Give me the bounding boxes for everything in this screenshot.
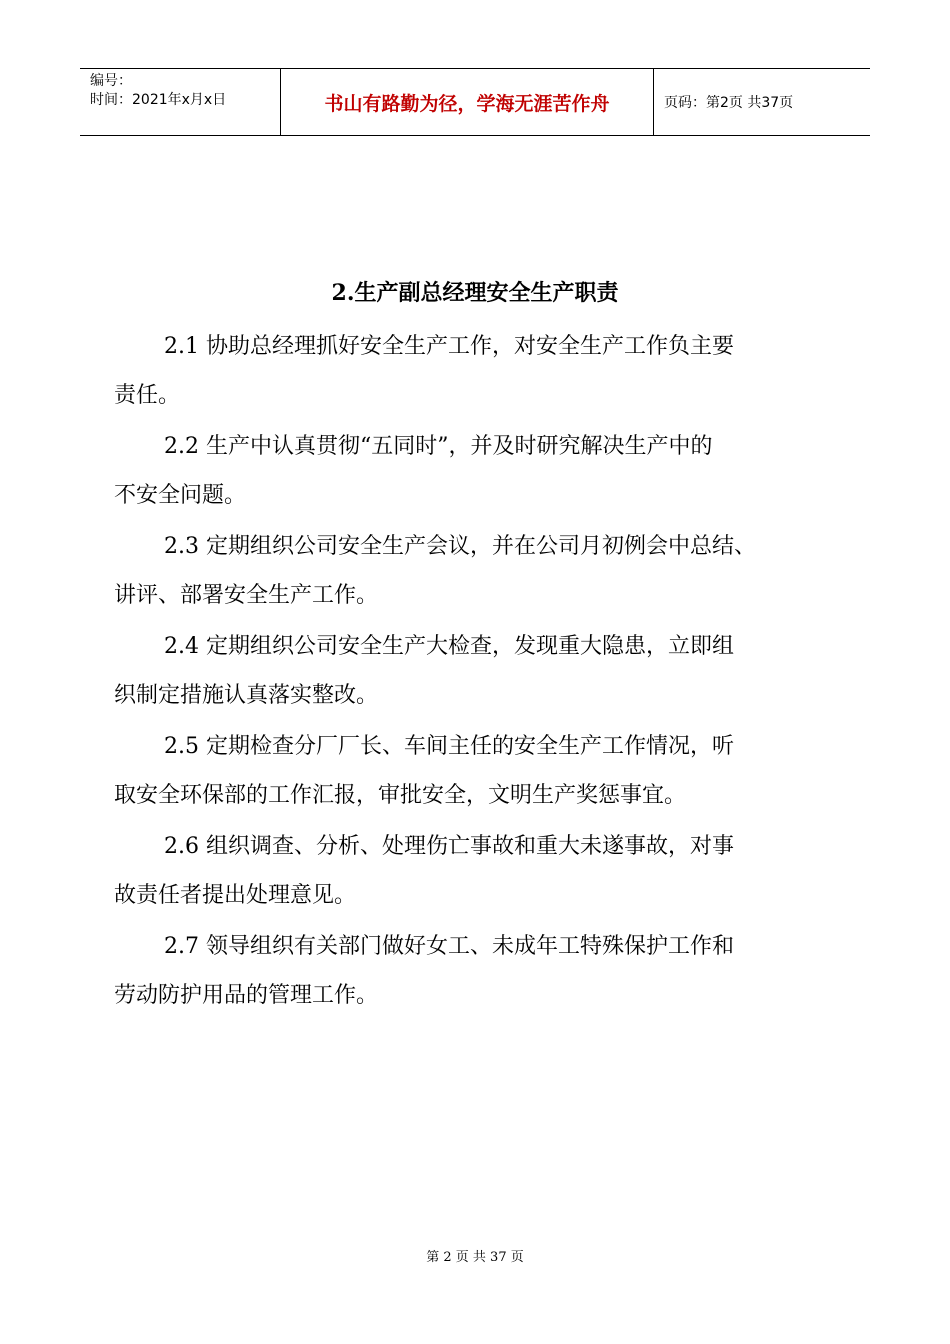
- paragraph-line: 2.6 组织调查、分析、处理伤亡事故和重大未遂事故，对事: [164, 834, 734, 859]
- paragraph-2-5: [114, 722, 838, 820]
- document-body: [114, 322, 838, 1022]
- paragraph-line: 取安全环保部的工作汇报，审批安全，文明生产奖惩事宜。: [114, 783, 687, 808]
- paragraph-2-6: [114, 822, 838, 920]
- paragraph-2-2: [114, 422, 838, 520]
- paragraph-line: 2.4 定期组织公司安全生产大检查，发现重大隐患，立即组: [164, 634, 734, 659]
- page-header: [80, 68, 870, 136]
- page-footer: 第 2 页 共 37 页: [426, 1250, 524, 1265]
- paragraph-line: 讲评、部署安全生产工作。: [114, 583, 379, 608]
- paragraph-2-3: [114, 522, 838, 620]
- paragraph-2-7: [114, 922, 838, 1020]
- header-motto: 书山有路勤为径，学海无涯苦作舟: [281, 69, 654, 135]
- paragraph-line: 2.1 协助总经理抓好安全生产工作，对安全生产工作负主要: [164, 334, 734, 359]
- paragraph-line: 织制定措施认真落实整改。: [114, 683, 379, 708]
- paragraph-line: 不安全问题。: [114, 483, 247, 508]
- document-time-label: 时间：2021年x月x日: [90, 92, 227, 108]
- paragraph-2-1: [114, 322, 838, 420]
- paragraph-line: 故责任者提出处理意见。: [114, 883, 357, 908]
- paragraph-line: 2.5 定期检查分厂厂长、车间主任的安全生产工作情况，听: [164, 734, 734, 759]
- paragraph-line: 劳动防护用品的管理工作。: [114, 983, 379, 1008]
- header-meta: [80, 69, 281, 135]
- paragraph-line: 2.3 定期组织公司安全生产会议，并在公司月初例会中总结、: [164, 534, 756, 559]
- paragraph-line: 责任。: [114, 383, 181, 408]
- document-title: 2.生产副总经理安全生产职责: [331, 280, 619, 306]
- paragraph-line: 2.2 生产中认真贯彻“五同时”，并及时研究解决生产中的: [164, 434, 713, 459]
- document-number-label: 编号：: [90, 73, 132, 89]
- paragraph-2-4: [114, 622, 838, 720]
- header-page-info: 页码：第2页 共37页: [664, 95, 794, 111]
- paragraph-line: 2.7 领导组织有关部门做好女工、未成年工特殊保护工作和: [164, 934, 734, 959]
